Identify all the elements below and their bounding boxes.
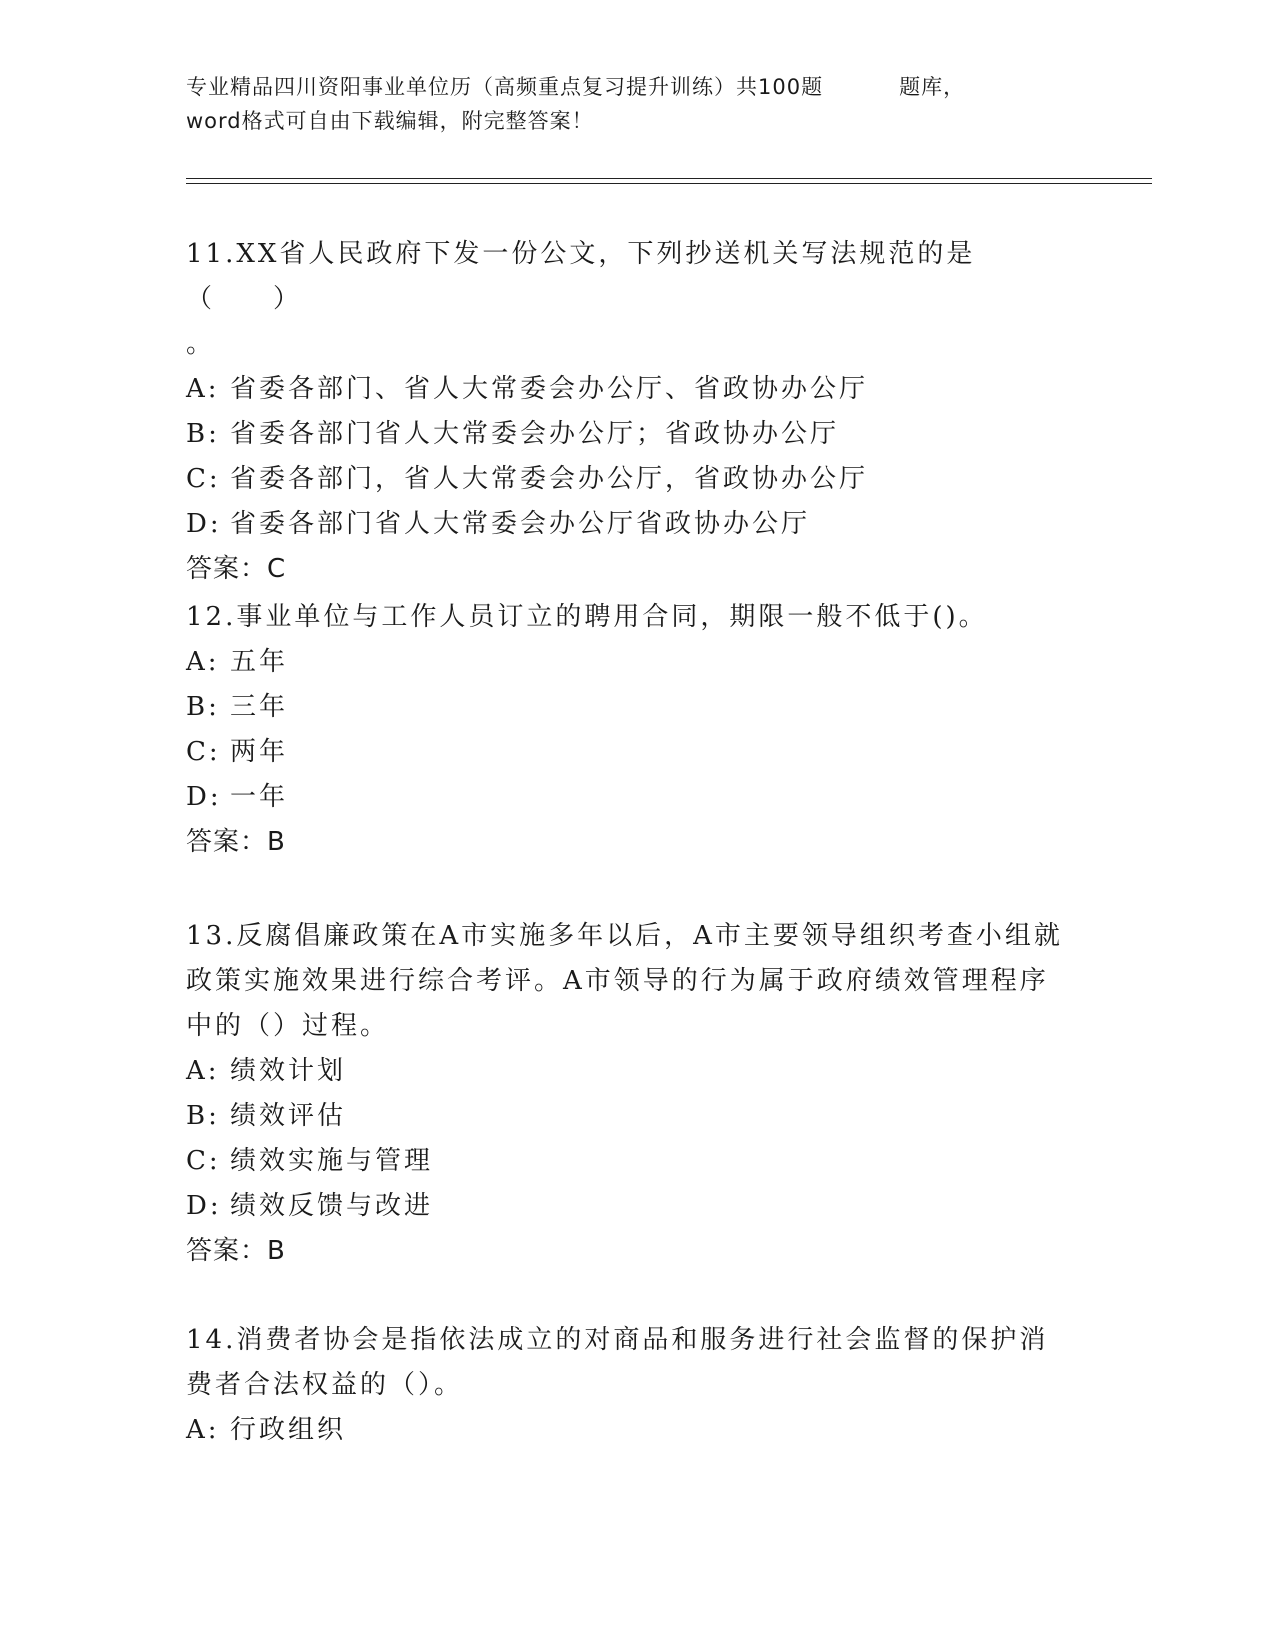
option-letter: C: <box>186 464 221 494</box>
option-c <box>186 1139 1076 1184</box>
option-b <box>186 685 1076 730</box>
question-stem: 12.事业单位与工作人员订立的聘用合同，期限一般不低于()。 <box>186 602 988 632</box>
answer-label: 答案：C <box>186 554 287 584</box>
option-letter: D: <box>186 782 222 812</box>
question-stem <box>186 232 1076 367</box>
question-14 <box>186 1318 1076 1453</box>
question-stem-tail: 。 <box>186 329 216 359</box>
option-text: 绩效反馈与改进 <box>230 1191 434 1221</box>
option-text: 省委各部门，省人大常委会办公厅，省政协办公厅 <box>230 464 869 494</box>
option-text: 一年 <box>230 782 289 812</box>
header-title-line <box>186 70 1066 104</box>
option-d <box>186 775 1076 820</box>
header-title-suffix: 题库， <box>899 75 966 99</box>
header-divider <box>186 178 1152 184</box>
header-title: 专业精品四川资阳事业单位历（高频重点复习提升训练）共100题 <box>186 75 824 99</box>
option-text: 绩效实施与管理 <box>230 1146 434 1176</box>
option-letter: C: <box>186 1146 221 1176</box>
answer-label: 答案：B <box>186 827 286 857</box>
option-a <box>186 1049 1076 1094</box>
option-letter: A: <box>186 1056 220 1086</box>
option-text: 两年 <box>230 737 289 767</box>
option-d <box>186 502 1076 547</box>
option-text: 绩效评估 <box>230 1101 347 1131</box>
option-b <box>186 412 1076 457</box>
option-letter: D: <box>186 1191 222 1221</box>
option-text: 省委各部门省人大常委会办公厅；省政协办公厅 <box>230 419 840 449</box>
option-text: 三年 <box>230 692 289 722</box>
option-letter: B: <box>186 1101 220 1131</box>
question-stem-text: 11.XX省人民政府下发一份公文，下列抄送机关写法规范的是（ ） <box>186 239 976 314</box>
question-stem: 13.反腐倡廉政策在A市实施多年以后，A市主要领导组织考查小组就政策实施效果进行综合考评。A市领导的行为属于政府绩效管理程序中的（）过程。 <box>186 921 1063 1041</box>
option-a <box>186 367 1076 412</box>
question-13 <box>186 914 1076 1274</box>
option-letter: D: <box>186 509 222 539</box>
option-b <box>186 1094 1076 1139</box>
option-letter: B: <box>186 419 220 449</box>
option-text: 五年 <box>230 647 289 677</box>
option-a <box>186 640 1076 685</box>
option-letter: C: <box>186 737 221 767</box>
option-d <box>186 1184 1076 1229</box>
answer-label: 答案：B <box>186 1236 286 1266</box>
option-text: 行政组织 <box>230 1415 347 1445</box>
option-text: 绩效计划 <box>230 1056 347 1086</box>
page-header <box>186 70 1066 138</box>
option-a <box>186 1408 1076 1453</box>
option-letter: A: <box>186 1415 220 1445</box>
header-subtitle: word格式可自由下载编辑，附完整答案！ <box>186 109 594 133</box>
question-stem: 14.消费者协会是指依法成立的对商品和服务进行社会监督的保护消费者合法权益的（）。 <box>186 1325 1049 1400</box>
option-text: 省委各部门省人大常委会办公厅省政协办公厅 <box>230 509 811 539</box>
option-c <box>186 457 1076 502</box>
option-c <box>186 730 1076 775</box>
question-12 <box>186 595 1076 865</box>
option-letter: A: <box>186 647 220 677</box>
option-letter: A: <box>186 374 220 404</box>
question-11 <box>186 232 1076 592</box>
option-letter: B: <box>186 692 220 722</box>
option-text: 省委各部门、省人大常委会办公厅、省政协办公厅 <box>230 374 869 404</box>
